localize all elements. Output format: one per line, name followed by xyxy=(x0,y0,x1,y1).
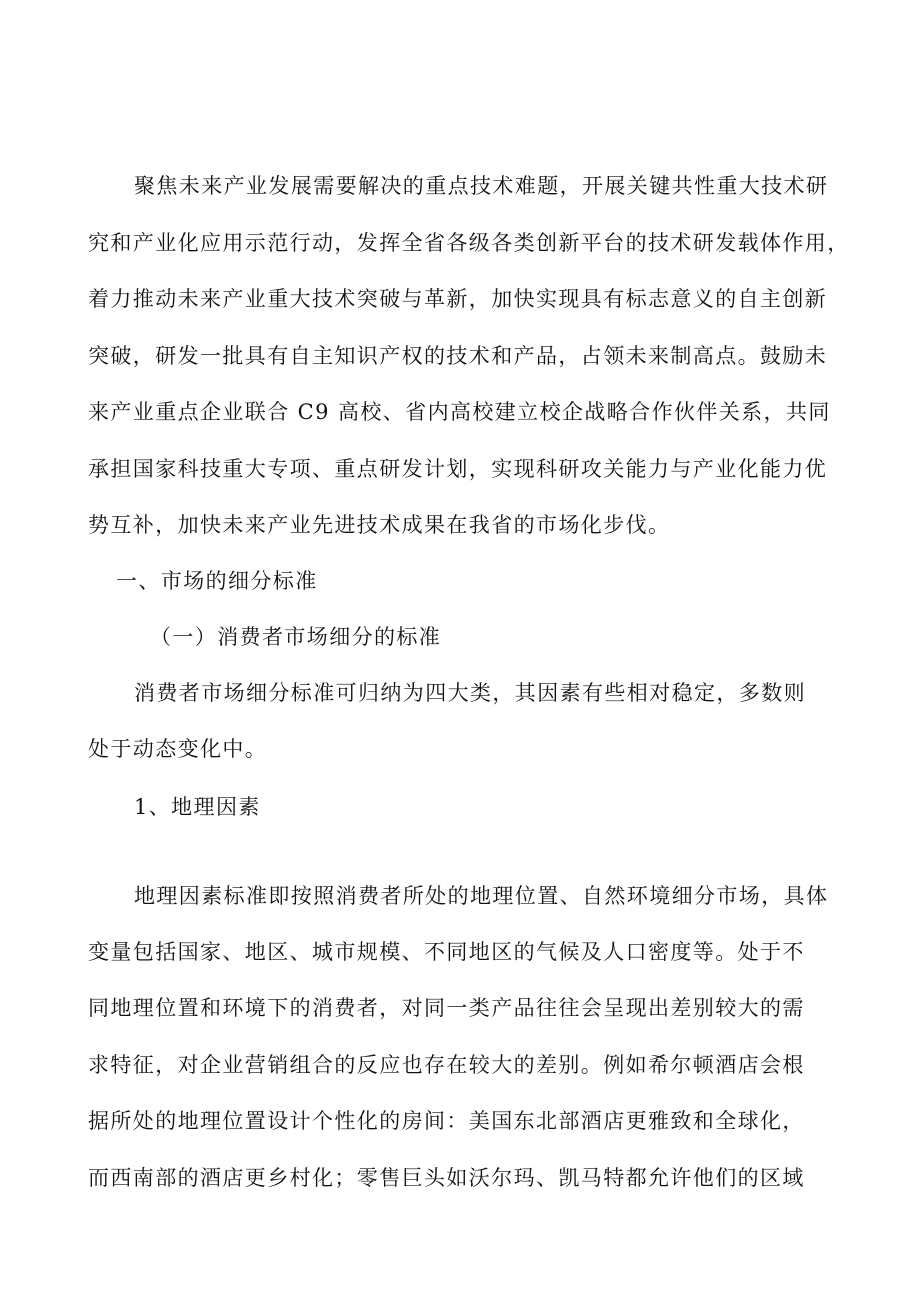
paragraph-line: 地理因素标准即按照消费者所处的地理位置、自然环境细分市场，具体 xyxy=(134,884,829,908)
paragraph-line: 承担国家科技重大专项、重点研发计划，实现科研攻关能力与产业化能力优 xyxy=(88,457,828,481)
paragraph-line: 消费者市场细分标准可归纳为四大类，其因素有些相对稳定，多数则 xyxy=(134,681,806,705)
paragraph-line: 来产业重点企业联合 C9 高校、省内高校建立校企战略合作伙伴关系，共同 xyxy=(88,400,831,424)
paragraph-line: 处于动态变化中。 xyxy=(88,737,268,761)
paragraph-line: 突破，研发一批具有自主知识产权的技术和产品，占领未来制高点。鼓励未 xyxy=(88,344,828,368)
paragraph-line: 据所处的地理位置设计个性化的房间：美国东北部酒店更雅致和全球化， xyxy=(88,1109,805,1133)
item-heading: 1、地理因素 xyxy=(134,795,261,819)
paragraph-line: 求特征，对企业营销组合的反应也存在较大的差别。例如希尔顿酒店会根 xyxy=(88,1053,805,1077)
paragraph-line: 究和产业化应用示范行动，发挥全省各级各类创新平台的技术研发载体作用， xyxy=(88,231,850,255)
paragraph-line: 同地理位置和环境下的消费者，对同一类产品往往会呈现出差别较大的需 xyxy=(88,996,805,1020)
paragraph-line: 着力推动未来产业重大技术突破与革新，加快实现具有标志意义的自主创新 xyxy=(88,287,828,311)
paragraph-line: 而西南部的酒店更乡村化；零售巨头如沃尔玛、凯马特都允许他们的区域 xyxy=(88,1166,805,1190)
paragraph-line: 势互补，加快未来产业先进技术成果在我省的市场化步伐。 xyxy=(88,513,671,537)
paragraph-line: 聚焦未来产业发展需要解决的重点技术难题，开展关键共性重大技术研 xyxy=(134,174,829,198)
subsection-heading: （一）消费者市场细分的标准 xyxy=(150,625,442,649)
section-heading: 一、市场的细分标准 xyxy=(116,569,318,593)
paragraph-line: 变量包括国家、地区、城市规模、不同地区的气候及人口密度等。处于不 xyxy=(88,940,805,964)
